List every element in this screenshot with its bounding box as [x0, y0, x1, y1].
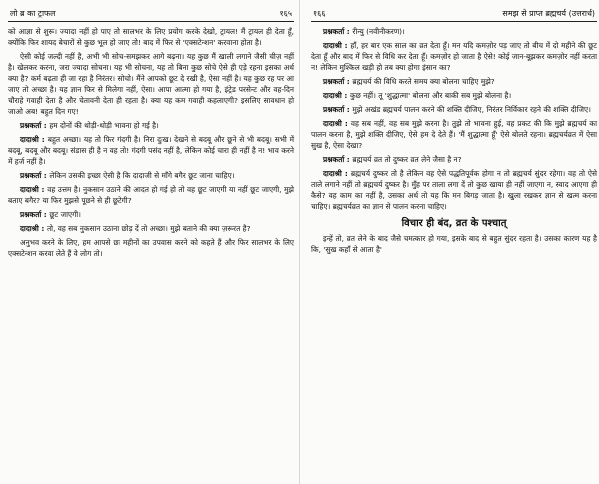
speaker-label: प्रश्नकर्ता :	[20, 210, 50, 219]
speaker-label: दादाश्री :	[323, 169, 351, 178]
paragraph-text: तो, वह सब नुकसान उठाना छोड़ दें तो अच्छा। मुझे बताने की क्या ज़रूरत है?	[46, 224, 251, 233]
paragraph	[311, 26, 597, 37]
speaker-label: दादाश्री :	[20, 224, 47, 233]
paragraph	[311, 154, 597, 165]
paragraph	[311, 90, 597, 101]
paragraph	[8, 51, 294, 117]
running-title: लो ब्र का ट्राफल	[10, 9, 56, 18]
paragraph	[8, 134, 294, 167]
speaker-label: प्रश्नकर्ता :	[323, 155, 353, 164]
paragraph-text: लेकिन उसकी इच्छा ऐसी है कि दादाजी से माँगे बगैर छूट जाना चाहिए।	[49, 171, 235, 180]
speaker-label: प्रश्नकर्ता :	[323, 27, 353, 36]
speaker-label: प्रश्नकर्ता :	[20, 171, 50, 180]
paragraph	[8, 237, 294, 259]
book-gutter	[299, 0, 300, 484]
page-number: १६६	[313, 9, 326, 18]
paragraph-text: वह उत्तम है। नुकसान उठाने की आदत हो गई हो तो वह छूट जाएगी या नहीं छूट जाएगी, मुझे बताए बगैर? या फिर मुझसे पूछने से ही छूटेगी?	[8, 185, 294, 205]
paragraph-text: को आज्ञा से शुरू। ज्यादा नहीं हो पाए तो सालभर के लिए प्रयोग करके देखो, ट्रायल! मैं ट्रायल ही देता हूँ, क्योंकि फिर शायद बेचारों से कुछ भूल हो जाए तो! बाद में फिर से 'एक्सटेन्शन' करवाना होता है।	[8, 27, 294, 47]
running-title: समझ से प्राप्त ब्रह्मचर्य (उत्तरार्ध)	[502, 9, 595, 18]
paragraph	[311, 104, 597, 115]
paragraph-text: ऐसी कोई जल्दी नहीं है, अभी भी सोच-समझकर आगे बढ़ना। यह कुछ मैं खाली लगाने जैसी चीज़ नहीं है। खेलकर करना, जरा ज्यादा सोचना। यह भी सोचना, यह तो बिना कुछ सोचे ऐसे ही एड़े रहना इसका अर्थ क्या है? कर्म बढ़ता ही जा रहा है निरंतर। सोचो। मैंने आपको छूट दे रखी है, ऐसा नहीं है। यह कुछ रह पर आ जाए तो अच्छा है। यह ज्ञान फिर से मिलेगा नहीं, ऐसा। आपा आत्मा हो गया है, इंट्रेड परसेन्ट और वह-दिन चौराहे गवाही देता है और चेतावनी देता ही रहता है। क्या यह कम गवाही कहलाएगी? इसलिए सावधान हो जाओ अब! बहुत दिन गए!	[8, 52, 294, 116]
paragraph-text: मुझे अखंड ब्रह्मचर्य पालन करने की शक्ति दीजिए, निरंतर निर्विकार रहने की शक्ति दीजिए।	[352, 105, 591, 114]
paragraph-text: छूट जाएगी।	[49, 210, 81, 219]
paragraph	[311, 168, 597, 212]
left-page	[8, 0, 294, 484]
paragraph-text: अनुभव करने के लिए, हम आपसे छः महीनों का उपवास करने को कहते हैं और फिर सालभर के लिए एक्सटेन्शन करवा लेते हैं वे लोग तो।	[8, 238, 294, 258]
left-page-header	[8, 0, 294, 22]
speaker-label: दादाश्री :	[323, 41, 351, 50]
page-number: १६५	[279, 9, 292, 18]
paragraph	[8, 26, 294, 48]
paragraph	[8, 170, 294, 181]
speaker-label: प्रश्नकर्ता :	[323, 105, 353, 114]
paragraph-text: हम दोनों की थोड़ी-थोड़ी भावना हो गई है।	[49, 121, 159, 130]
right-page	[311, 0, 597, 484]
speaker-label: दादाश्री :	[20, 135, 48, 144]
paragraph-text: हाँ, हर बार एक साल का व्रत देता हूँ। मन यदि कमज़ोर पड़ जाए तो बीच में दो महीने की छूट देता हूँ और बाद में फिर से विधि कर देता हूँ। कमज़ोर हो जाता है ऐसे! कोई जान-बूझकर कमज़ोर नहीं करता न! लेकिन मुश्किल खड़ी हो तब क्या होगा इंसान का?	[311, 41, 597, 72]
paragraph-text: बहुत अच्छा। यह तो फिर गंदगी है। निरा दुःख। देखने से बदबू और छूने से भी बदबू। सभी में बदबू, बदबू और बदबू। संडास ही है न वह तो! गंदगी पसंद नहीं है, लेकिन कोई चारा ही नहीं है न! भाव करने में हर्ज नहीं है।	[8, 135, 294, 166]
paragraph	[311, 40, 597, 73]
paragraph	[8, 209, 294, 220]
paragraph	[8, 120, 294, 131]
paragraph-text: ब्रह्मचर्य दुष्कर तो है लेकिन वह ऐसे पद्धतिपूर्वक होगा न तो ब्रह्मचर्य सुंदर रहेगा। वह तो ऐसे ताले लगाने नहीं तो ब्रह्मचर्य दुष्कर है। मुँह पर ताला लगा दें तो कुछ खाया ही नहीं जाएगा न, स्वाद आएगा ही कैसे? वह काम का नहीं है, उसका अर्थ तो यह कि मन बिगड़ जाता है। खुला रखकर ज्ञान से खत्म करना चाहिए। ब्रह्मचर्यव्रत का ज्ञान से पालन करना चाहिए।	[311, 169, 597, 211]
paragraph-text: वह सब नहीं, वह सब मुझे करना है। तुझे तो भावना हुई, वह प्रकट की कि मुझे ब्रह्मचर्य का पालन करना है, मुझे शक्ति दीजिए, ऐसे हम दे देते हैं। 'मैं शुद्धात्मा हूँ' ऐसे बोलते रहना। ब्रह्मचर्यव्रत में ऐसा सुख है, ऐसा देखा?	[311, 119, 597, 150]
paragraph	[8, 223, 294, 234]
paragraph: इन्हें तो, व्रत लेने के बाद जैसे चमत्कार हो गया, इसके बाद से बहुत सुंदर रहता है। उसका कारण यह है कि, 'सुख कहाँ से आता है'	[311, 234, 597, 254]
left-page-body	[8, 22, 294, 259]
paragraph	[8, 184, 294, 206]
paragraph	[311, 118, 597, 151]
speaker-label: दादाश्री :	[323, 91, 350, 100]
speaker-label: दादाश्री :	[20, 185, 48, 194]
speaker-label: प्रश्नकर्ता :	[20, 121, 50, 130]
right-page-body	[311, 22, 597, 255]
paragraph-text: ब्रह्मचर्य की विधि करते समय क्या बोलना चाहिए मुझे?	[352, 77, 495, 86]
paragraph-text: कुछ नहीं। तू 'शुद्धात्मा' बोलना और बाकी सब मुझे बोलना है।	[349, 91, 512, 100]
speaker-label: प्रश्नकर्ता :	[323, 77, 353, 86]
paragraph-text: ब्रह्मचर्य व्रत तो दुष्कर व्रत लेने जैसा है न?	[352, 155, 462, 164]
paragraph	[311, 76, 597, 87]
section-heading: विचार ही बंद, व्रत के पश्चात्	[401, 218, 507, 229]
right-page-header	[311, 0, 597, 22]
paragraph-text: रीन्यु (नवीनीकरण)।	[352, 27, 405, 36]
speaker-label: दादाश्री :	[323, 119, 351, 128]
